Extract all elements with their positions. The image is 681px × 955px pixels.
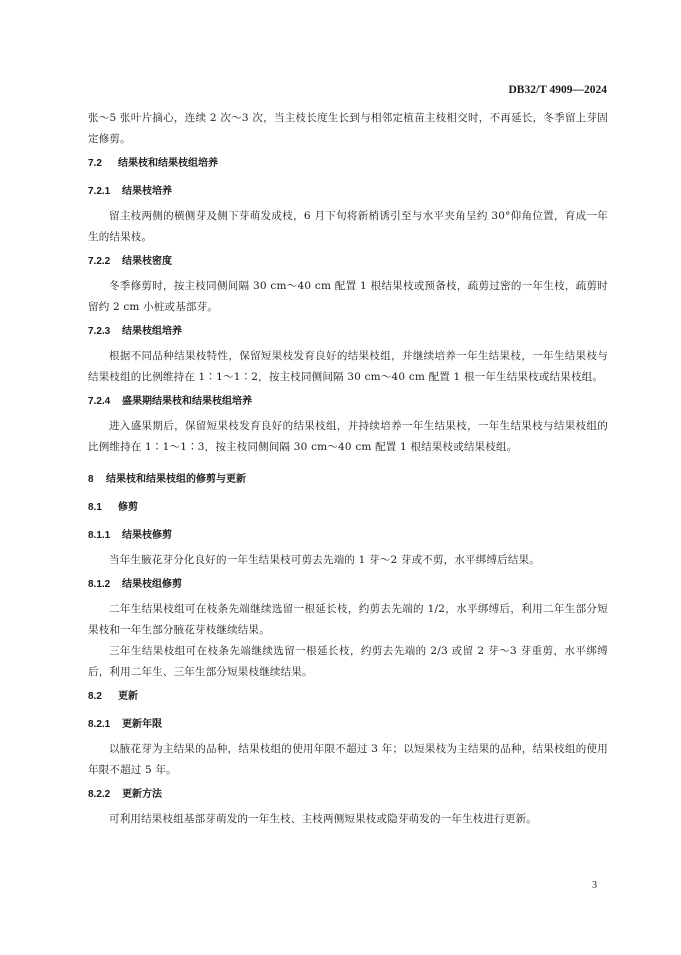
section-heading [88,318,608,346]
section-heading [88,781,608,809]
section-heading [88,150,608,178]
paragraph: 二年生结果枝组可在枝条先端继续选留一根延长枝，约剪去先端的 1/2，水平绑缚后，利用二年生部分短果枝和一年生部分腋花芽枝继续结果。 [88,603,608,636]
section-number: 8.1.2 [88,579,111,590]
section-heading [88,248,608,276]
section-number: 7.2.4 [88,396,111,407]
section-heading [88,683,608,711]
section-heading [88,522,608,550]
section-title: 更新年限 [122,719,162,730]
section-number: 8.1.1 [88,530,111,541]
document-code: DB32/T 4909—2024 [508,84,607,96]
section-title: 更新方法 [122,789,162,800]
section-title: 结果枝组修剪 [122,579,182,590]
paragraph: 当年生腋花芽分化良好的一年生结果枝可剪去先端的 1 芽～2 芽或不剪，水平绑缚后结果。 [109,554,540,566]
paragraph: 冬季修剪时，按主枝同侧间隔 30 cm～40 cm 配置 1 根结果枝或预备枝，疏剪过密的一年生枝，疏剪时留约 2 cm 小桩或基部芽。 [88,280,608,313]
paragraph: 三年生结果枝组可在枝条先端继续选留一根延长枝，约剪去先端的 2/3 或留 2 芽～3 芽重剪，水平绑缚后，利用二年生、三年生部分短果枝继续结果。 [88,645,608,678]
paragraph: 以腋花芽为主结果的品种，结果枝组的使用年限不超过 3 年；以短果枝为主结果的品种，结果枝组的使用年限不超过 5 年。 [88,743,608,776]
document-body [88,108,608,830]
section-heading [88,178,608,206]
section-heading [88,571,608,599]
section-title: 结果枝组培养 [122,326,182,337]
section-number: 8.2.1 [88,719,111,730]
section-number: 7.2.3 [88,326,111,337]
paragraph: 张～5 张叶片摘心，连续 2 次～3 次，当主枝长度生长到与相邻定植苗主枝相交时，不再延长，冬季留上芽固定修剪。 [88,112,608,145]
section-number: 7.2.2 [88,256,111,267]
section-heading [88,711,608,739]
section-title: 结果枝密度 [122,256,172,267]
section-heading [88,494,608,522]
paragraph: 可利用结果枝组基部芽萌发的一年生枝、主枝两侧短果枝或隐芽萌发的一年生枝进行更新。 [109,813,537,825]
section-number: 7.2.1 [88,186,111,197]
section-number: 8.2.2 [88,789,111,800]
section-number: 8.2 [88,691,102,702]
section-title: 结果枝修剪 [122,530,172,541]
section-number: 8 [88,474,94,485]
section-title: 更新 [118,691,138,702]
section-title: 修剪 [118,502,138,513]
paragraph: 留主枝两侧的横侧芽及侧下芽萌发成枝，6 月下旬将新梢诱引至与水平夹角呈约 30°仰角位置，育成一年生的结果枝。 [88,210,608,243]
section-title: 盛果期结果枝和结果枝组培养 [122,396,252,407]
paragraph: 进入盛果期后，保留短果枝发育良好的结果枝组，并持续培养一年生结果枝，一年生结果枝与结果枝组的比例维持在 1∶1～1∶3，按主枝同侧间隔 30 cm～40 cm 配置 1 根结果枝或结果枝组。 [88,420,608,453]
section-number: 8.1 [88,502,102,513]
section-title: 结果枝培养 [122,186,172,197]
section-heading [88,466,608,494]
page-number: 3 [592,880,597,891]
section-heading [88,388,608,416]
section-title: 结果枝和结果枝组培养 [118,158,218,169]
section-number: 7.2 [88,158,102,169]
paragraph: 根据不同品种结果枝特性，保留短果枝发育良好的结果枝组，并继续培养一年生结果枝，一年生结果枝与结果枝组的比例维持在 1∶1～1∶2，按主枝同侧间隔 30 cm～40 cm 配置 1 根一年生结果枝或结果枝组。 [88,350,608,383]
section-title: 结果枝和结果枝组的修剪与更新 [106,474,246,485]
